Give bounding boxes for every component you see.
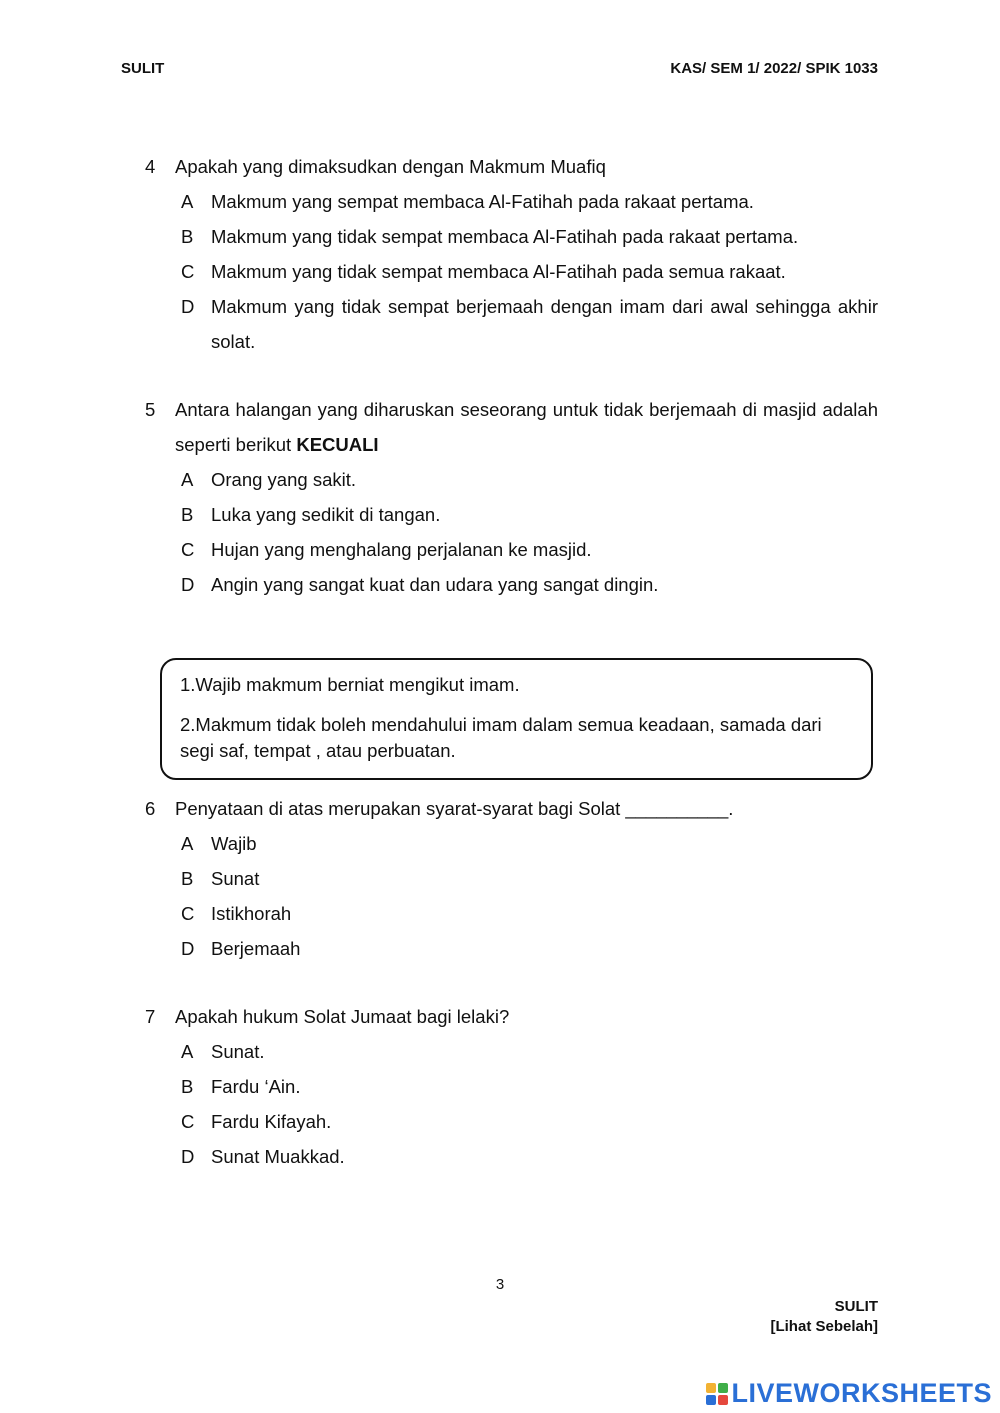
option-c[interactable]: C Hujan yang menghalang perjalanan ke masjid. (181, 539, 592, 560)
statement-box (160, 658, 873, 780)
option-d[interactable]: D Berjemaah (181, 938, 301, 959)
question-number: 5 (145, 399, 156, 420)
option-d[interactable]: D Angin yang sangat kuat dan udara yang sangat dingin. (181, 574, 659, 595)
question-7 (145, 999, 878, 1174)
option-c[interactable]: C Fardu Kifayah. (181, 1111, 332, 1132)
question-text: Apakah yang dimaksudkan dengan Makmum Muafiq (175, 156, 606, 177)
option-c[interactable]: C Makmum yang tidak sempat membaca Al-Fatihah pada semua rakaat. (181, 261, 786, 282)
option-b[interactable]: B Sunat (181, 868, 260, 889)
question-number: 7 (145, 1006, 156, 1027)
option-a[interactable]: A Makmum yang sempat membaca Al-Fatihah pada rakaat pertama. (181, 191, 754, 212)
page-number: 3 (495, 1276, 505, 1293)
question-emphasis: KECUALI (296, 434, 379, 455)
liveworksheets-logo-icon (706, 1383, 728, 1405)
question-number: 4 (145, 156, 156, 177)
footer (770, 1297, 878, 1337)
option-d[interactable]: D Sunat Muakkad. (181, 1146, 345, 1167)
statement-2: 2.Makmum tidak boleh mendahului imam dalam semua keadaan, samada dari segi saf, tempat , atau perbuatan. (180, 714, 822, 761)
header-left: SULIT (121, 60, 165, 77)
option-d[interactable]: D Makmum yang tidak sempat berjemaah dengan imam dari awal sehingga akhir solat. (181, 296, 878, 352)
question-text: Apakah hukum Solat Jumaat bagi lelaki? (175, 1006, 510, 1027)
option-a[interactable]: A Wajib (181, 833, 257, 854)
question-text: Antara halangan yang diharuskan seseorang untuk tidak berjemaah di masjid adalah seperti berikut KECUALI (175, 399, 878, 455)
option-b[interactable]: B Fardu ‘Ain. (181, 1076, 301, 1097)
option-b[interactable]: B Makmum yang tidak sempat membaca Al-Fatihah pada rakaat pertama. (181, 226, 799, 247)
footer-sulit: SULIT (834, 1298, 878, 1315)
statement-1: 1.Wajib makmum berniat mengikut imam. (180, 674, 520, 695)
question-6 (145, 791, 878, 966)
liveworksheets-brand[interactable] (706, 1378, 992, 1409)
question-number: 6 (145, 798, 156, 819)
option-a[interactable]: A Sunat. (181, 1041, 265, 1062)
option-a[interactable]: A Orang yang sakit. (181, 469, 356, 490)
footer-next-page: [Lihat Sebelah] (770, 1318, 878, 1335)
option-b[interactable]: B Luka yang sedikit di tangan. (181, 504, 441, 525)
question-5 (145, 392, 878, 602)
question-text: Penyataan di atas merupakan syarat-syarat bagi Solat __________. (175, 798, 734, 819)
brand-text: LIVEWORKSHEETS (731, 1378, 992, 1408)
header-right: KAS/ SEM 1/ 2022/ SPIK 1033 (670, 60, 878, 77)
question-4 (145, 149, 878, 359)
option-c[interactable]: C Istikhorah (181, 903, 292, 924)
